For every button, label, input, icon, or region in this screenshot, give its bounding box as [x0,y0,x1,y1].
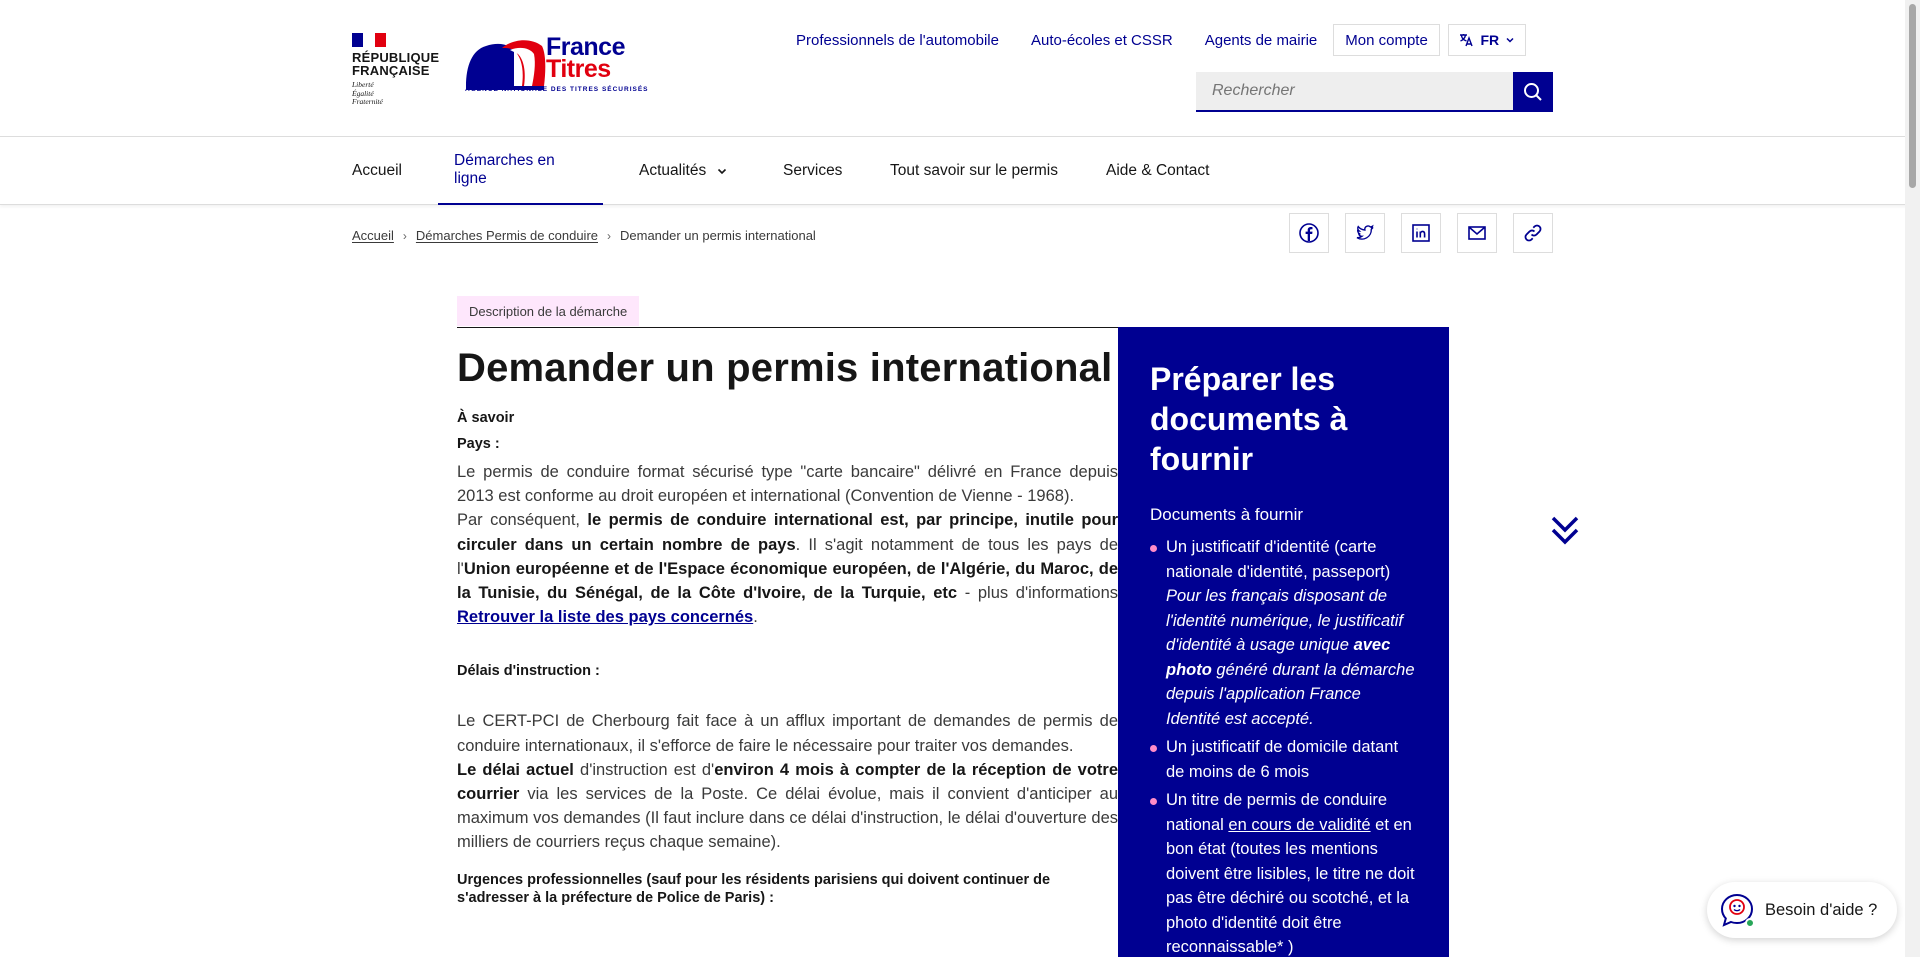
breadcrumb-accueil[interactable]: Accueil [352,228,394,243]
chevron-down-icon [1505,35,1515,45]
breadcrumb-current: Demander un permis international [620,228,816,243]
nav-item-aide-contact[interactable] [1106,137,1209,205]
link-icon [1522,222,1544,244]
documents-list [1150,535,1417,957]
share-linkedin-button[interactable] [1401,213,1441,253]
nav-label: Actualités [639,162,707,179]
translate-icon [1458,32,1474,48]
header-tools [796,24,1526,56]
motto-liberte: Liberté [352,80,374,89]
sidebar-title: Préparer les documents à fournir [1150,361,1348,477]
rf-name-line1: RÉPUBLIQUE [352,50,440,65]
main-navigation [0,137,1920,205]
nav-label: Services [783,162,843,179]
search-button[interactable] [1513,72,1553,112]
text: . Il s'agit notamment de tous les pays de l' [457,535,1119,578]
nav-label: Aide & Contact [1106,162,1210,179]
list-item: Un justificatif de domicile datant de moins de 6 mois [1150,735,1417,784]
nav-item-services[interactable] [783,137,842,205]
motto-fraternite: Fraternité [352,97,383,106]
text: Un justificatif d'identité (carte nationale d'identité, passeport) [1166,538,1391,581]
nav-label: Démarches en ligne [454,152,555,187]
list-item [1150,788,1417,957]
brand-tagline: AGENCE NATIONALE DES TITRES SÉCURISÉS [465,86,649,93]
text: et en bon état (toutes les mentions doivent être lisibles, le titre ne doit pas être déchiré ou scotché, et la photo d'identité doit être reconnaissable* ) [1166,815,1415,956]
double-chevron-down-icon[interactable] [1549,512,1581,548]
page-scrollbar[interactable] [1905,0,1920,957]
rf-motto [352,81,434,107]
nav-item-accueil[interactable] [352,137,402,205]
france-titres-wordmark [546,33,625,83]
list-item [1150,535,1417,731]
text: d'instruction est d' [573,760,715,779]
motto-egalite: Égalité [352,88,374,98]
search-bar [1196,72,1553,112]
text: - plus d'informations [957,584,1118,603]
share-buttons [1289,213,1553,253]
scrollbar-thumb[interactable] [1909,4,1916,188]
search-icon [1523,82,1543,102]
a-savoir-label: À savoir [457,410,515,426]
language-selector[interactable] [1448,24,1526,56]
help-chat-button[interactable] [1707,882,1897,938]
urgences-label: Urgences professionnelles (sauf pour les résidents parisiens qui doivent continuer de s'adresser à la préfecture de Police de Paris) : [457,871,1051,906]
text-italic: Pour les français disposant de l'identité numérique, le justificatif d'identité à usage unique [1166,587,1404,654]
linkedin-icon [1410,222,1432,244]
help-label: Besoin d'aide ? [1765,900,1878,919]
online-status-dot [1745,918,1755,928]
sidebar-subtitle: Documents à fournir [1150,505,1304,524]
link-auto-ecoles[interactable]: Auto-écoles et CSSR [1030,31,1173,49]
text-bold: environ 4 mois à compter de la réception de votre courrier [457,760,1118,804]
chevron-right-icon: › [402,228,407,243]
chevron-down-icon [716,165,728,177]
text: . [753,608,758,627]
text-bold: Union européenne et de l'Espace économique européen, de l'Algérie, du Maroc, de la Tunisie, du Sénégal, de la Côte d'Ivoire, de la Turquie, etc [457,559,1118,603]
text-italic: généré durant la démarche depuis l'application France Identité est accepté. [1166,660,1415,728]
text: Par conséquent, [457,511,588,530]
share-mail-button[interactable] [1457,213,1497,253]
paragraph-permis-conforme: Le permis de conduire format sécurisé type "carte bancaire" délivré en France depuis 2013 est conforme au droit européen et international (Convention de Vienne - 1968). [457,463,1118,506]
link-professionnels-automobile[interactable]: Professionnels de l'automobile [796,31,999,49]
rf-name-line2: FRANÇAISE [352,63,430,78]
brand-word-titres: Titres [546,55,611,83]
share-facebook-button[interactable] [1289,213,1329,253]
language-label: FR [1480,32,1500,48]
mail-icon [1466,222,1488,244]
facebook-icon [1298,222,1320,244]
nav-item-tout-savoir-permis[interactable] [890,137,1058,205]
twitter-icon [1354,222,1376,244]
text: via les services de la Poste. Ce délai évolue, mais il convient d'anticiper au maximum vos demandes (Il faut inclure dans ce délai d'instruction, le délai d'ouverture des milliers de courriers reçus chaque semaine). [457,785,1118,852]
search-input[interactable] [1196,72,1513,112]
text-bold: le permis de conduire international est, par principe, inutile pour circuler dans un certain nombre de pays [457,511,1118,554]
description-tag: Description de la démarche [457,296,639,326]
chevron-right-icon: › [607,228,611,243]
text-bold: Le délai actuel [457,760,574,779]
copy-link-button[interactable] [1513,213,1553,253]
delais-instruction-label: Délais d'instruction : [457,663,600,680]
page-title: Demander un permis international [457,346,1113,390]
nav-item-demarches-en-ligne[interactable] [438,137,603,205]
my-account-button[interactable]: Mon compte [1333,24,1440,56]
documents-sidebar [1118,327,1449,957]
pays-label: Pays : [457,436,500,452]
link-agents-mairie[interactable]: Agents de mairie [1204,31,1318,49]
share-twitter-button[interactable] [1345,213,1385,253]
main-content [457,344,1118,907]
france-titres-mark-icon [462,36,548,92]
breadcrumb-demarches-permis[interactable]: Démarches Permis de conduire [415,228,598,243]
breadcrumb [352,228,816,243]
nav-label: Tout savoir sur le permis [890,162,1058,179]
paragraph-cert-pci: Le CERT-PCI de Cherbourg fait face à un afflux important de demandes de permis de conduire internationaux, il s'efforce de faire le nécessaire pour traiter vos demandes. [457,712,1118,755]
paragraph-permis-inutile [457,508,1118,629]
text: Un titre de permis de conduire national [1166,791,1388,834]
content-divider [457,327,1118,328]
paragraph-delai-actuel [457,758,1118,855]
link-liste-pays[interactable]: Retrouver la liste des pays concernés [457,608,754,627]
brand-word-france: France [546,33,625,61]
nav-item-actualites[interactable] [639,137,728,205]
site-header [0,0,1920,137]
republique-francaise-logo[interactable] [352,33,440,107]
french-flag-icon [352,33,386,47]
france-titres-logo[interactable] [462,33,649,93]
text-bold: avec photo [1166,636,1391,679]
link-en-cours-validite[interactable]: en cours de validité [1228,815,1371,834]
nav-label: Accueil [352,162,402,179]
